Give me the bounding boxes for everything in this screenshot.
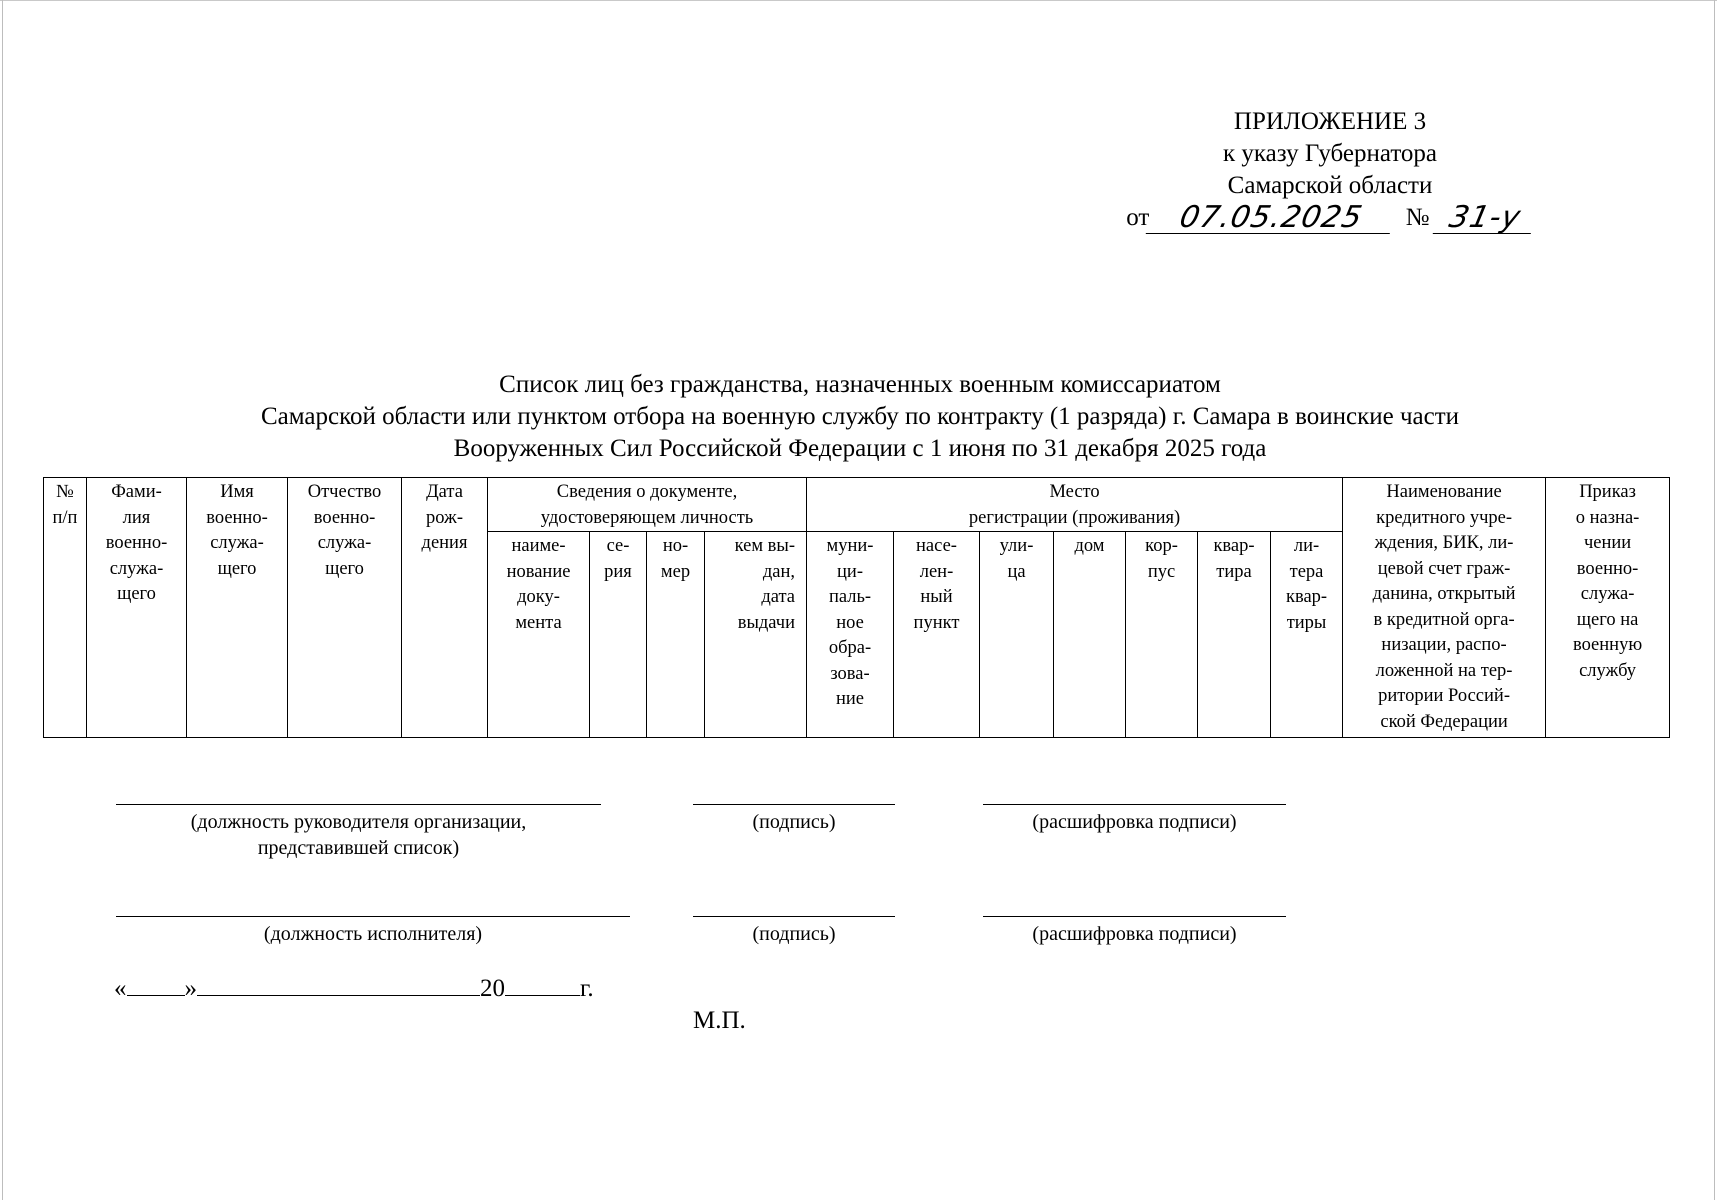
appendix-title: ПРИЛОЖЕНИЕ 3: [1233, 108, 1427, 135]
signature2-caption: (подпись): [752, 923, 836, 945]
decoding2-caption: (расшифровка подписи): [1032, 923, 1237, 945]
header-building: кор- пус: [1126, 532, 1198, 738]
head-position-caption: (должность руководителя организации, представившей список): [190, 811, 527, 859]
appendix-date-number-line: [1120, 202, 1540, 234]
header-doc-issued: кем вы- дан, дата выдачи: [705, 532, 807, 738]
appendix-region: Самарской области: [1227, 172, 1433, 199]
stamp-place: М.П.: [693, 1007, 746, 1034]
appendix-block: [1120, 106, 1540, 234]
title-line-1: Список лиц без гражданства, назначенных военным комиссариатом: [499, 371, 1221, 398]
signature1-caption: (подпись): [752, 811, 836, 833]
scan-top-edge: [0, 0, 1717, 1]
document-title: [40, 369, 1680, 465]
year-prefix: 20: [480, 975, 505, 1002]
header-doc-series: се- рия: [590, 532, 647, 738]
date-close-quote: »: [184, 975, 197, 1002]
scan-right-edge: [1714, 0, 1715, 1200]
header-doc-name: наиме- нование доку- мента: [488, 532, 590, 738]
year-suffix: г.: [580, 975, 594, 1002]
year-blank: [505, 971, 580, 996]
executor-position-line: [116, 916, 630, 917]
day-blank: [127, 971, 185, 996]
header-address-group: Место регистрации (проживания): [807, 478, 1343, 532]
header-patronymic: Отчество военно- служа- щего: [288, 478, 402, 738]
header-apartment: квар- тира: [1198, 532, 1271, 738]
header-doc-number: но- мер: [647, 532, 705, 738]
sign-date-row: [114, 971, 594, 1004]
decoding1-line: [983, 804, 1286, 805]
handwritten-number: 31-у: [1432, 203, 1537, 234]
header-row-1: [44, 478, 1670, 532]
header-street: ули- ца: [980, 532, 1054, 738]
decoding1-caption: (расшифровка подписи): [1032, 811, 1237, 833]
header-num: № п/п: [44, 478, 87, 738]
header-order: Приказ о назна- чении военно- служа- щего на военную службу: [1546, 478, 1670, 738]
scan-left-edge: [2, 0, 3, 1200]
from-label: от: [1126, 204, 1150, 231]
header-house: дом: [1054, 532, 1126, 738]
decoding2-line: [983, 916, 1286, 917]
header-name: Имя военно- служа- щего: [187, 478, 288, 738]
appendix-decree: к указу Губернатора: [1222, 140, 1438, 167]
header-settlement: насе- лен- ный пункт: [894, 532, 980, 738]
signature2-line: [693, 916, 895, 917]
header-surname: Фами- лия военно- служа- щего: [87, 478, 187, 738]
title-line-2: Самарской области или пунктом отбора на военную службу по контракту (1 разряда) г. Самара в воинские части: [260, 403, 1460, 430]
handwritten-date: 07.05.2025: [1146, 203, 1397, 234]
head-position-line: [116, 804, 601, 805]
header-document-group: Сведения о документе, удостоверяющем личность: [488, 478, 807, 532]
date-open-quote: «: [114, 975, 127, 1002]
header-birth-date: Дата рож- дения: [402, 478, 488, 738]
signature1-line: [693, 804, 895, 805]
header-apartment-letter: ли- тера квар- тиры: [1271, 532, 1343, 738]
number-label: №: [1405, 204, 1430, 231]
personnel-list-table: [43, 477, 1670, 738]
month-blank: [197, 971, 480, 996]
header-bank: Наименование кредитного учре- ждения, БИК, ли- цевой счет граж- данина, открытый в кредитной орга- низации, распо- ложенной на тер- ритории Россий- ской Федерации: [1343, 478, 1546, 738]
header-municipality: муни- ци- паль- ное обра- зова- ние: [807, 532, 894, 738]
title-line-3: Вооруженных Сил Российской Федерации с 1 июня по 31 декабря 2025 года: [453, 435, 1267, 462]
executor-position-caption: (должность исполнителя): [263, 923, 483, 945]
